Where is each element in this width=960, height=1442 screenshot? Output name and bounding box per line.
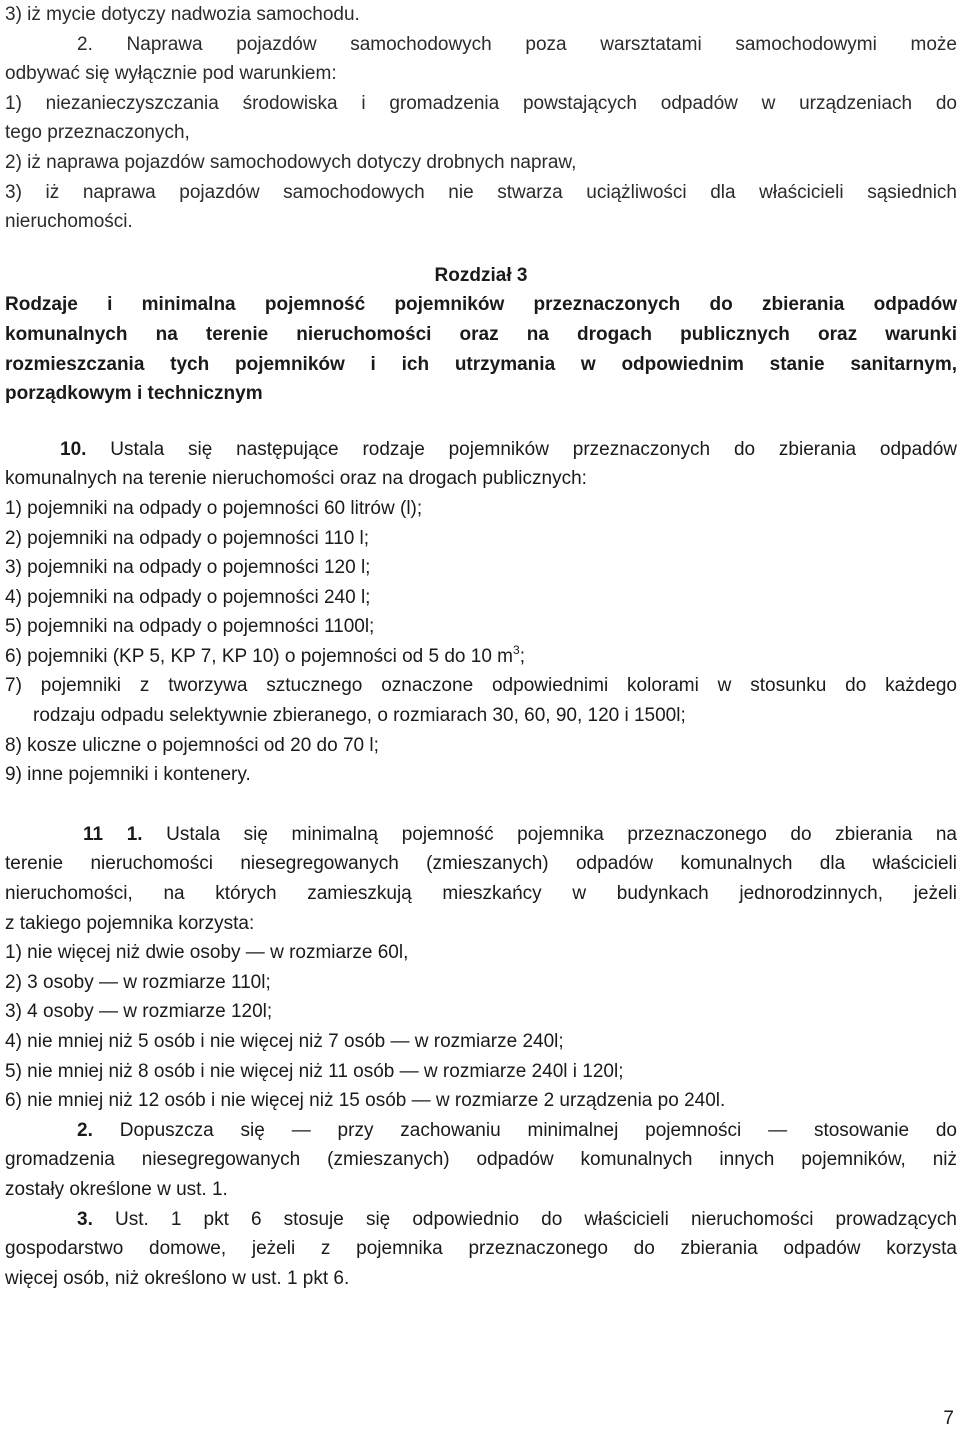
superscript: 3	[513, 642, 520, 657]
text-run: Naprawa pojazdów samochodowych poza warsztatami samochodowymi może	[126, 33, 957, 55]
section-number: 11 1.	[83, 823, 143, 845]
chapter-title: Rozdział 3	[434, 264, 528, 286]
text-line: nieruchomości.	[5, 211, 133, 233]
text-line: 1) niezanieczyszczania środowiska i gromadzenia powstających odpadów w urządzeniach do	[5, 92, 957, 114]
text-run: Ustala się następujące rodzaje pojemników przeznaczonych do zbierania odpadów	[110, 438, 958, 460]
list-item: 2) pojemniki na odpady o pojemności 110 l;	[5, 527, 370, 549]
text-line: tego przeznaczonych,	[5, 122, 190, 144]
list-item-continued: rodzaju odpadu selektywnie zbieranego, o rozmiarach 30, 60, 90, 120 i 1500l;	[33, 705, 686, 727]
list-item: 3) 4 osoby — w rozmiarze 120l;	[5, 1001, 273, 1023]
list-item: 1) nie więcej niż dwie osoby — w rozmiarze 60l,	[5, 942, 409, 964]
text-line: gromadzenia niesegregowanych (zmieszanych) odpadów komunalnych innych pojemników, niż	[5, 1149, 957, 1171]
section-number: 10.	[60, 438, 87, 460]
text-line: z takiego pojemnika korzysta:	[5, 912, 255, 934]
text-run: Dopuszcza się — przy zachowaniu minimalnej pojemności — stosowanie do	[119, 1119, 958, 1141]
text-line: więcej osób, niż określono w ust. 1 pkt 6.	[5, 1267, 350, 1289]
text-run: Ustala się minimalną pojemność pojemnika przeznaczonego do zbierania na	[166, 823, 958, 845]
text-line: 2) iż naprawa pojazdów samochodowych dotyczy drobnych napraw,	[5, 151, 577, 173]
text-run: 6) pojemniki (KP 5, KP 7, KP 10) o pojemności od 5 do 10 m	[5, 645, 514, 667]
list-item: 4) nie mniej niż 5 osób i nie więcej niż 7 osób — w rozmiarze 240l;	[5, 1031, 564, 1052]
paragraph-number: 2.	[77, 1119, 93, 1141]
page-number: 7	[943, 1408, 954, 1429]
list-item: 4) pojemniki na odpady o pojemności 240 l;	[5, 586, 371, 608]
text-line: 3) iż naprawa pojazdów samochodowych nie stwarza uciążliwości dla właścicieli sąsiednich	[5, 181, 957, 203]
chapter-heading-line: rozmieszczania tych pojemników i ich utrzymania w odpowiednim stanie sanitarnym,	[5, 353, 957, 375]
chapter-heading-line: Rodzaje i minimalna pojemność pojemników przeznaczonych do zbierania odpadów	[5, 294, 957, 316]
paragraph-line	[5, 30, 957, 60]
section-11-lead	[5, 820, 957, 850]
list-item: 3) pojemniki na odpady o pojemności 120 l;	[5, 557, 371, 579]
list-item: 1) pojemniki na odpady o pojemności 60 litrów (l);	[5, 497, 423, 519]
list-item: 5) pojemniki na odpady o pojemności 1100l;	[5, 616, 375, 638]
paragraph-number: 2.	[77, 33, 93, 55]
text-line: 3) iż mycie dotyczy nadwozia samochodu.	[5, 4, 360, 25]
list-item: 7) pojemniki z tworzywa sztucznego oznaczone odpowiednimi kolorami w stosunku do każdego	[5, 675, 957, 697]
list-item: 6) nie mniej niż 12 osób i nie więcej niż 15 osób — w rozmiarze 2 urządzenia po 240l.	[5, 1090, 726, 1112]
text-line: zostały określone w ust. 1.	[5, 1178, 228, 1200]
list-item: 5) nie mniej niż 8 osób i nie więcej niż 11 osób — w rozmiarze 240l i 120l;	[5, 1060, 624, 1082]
chapter-heading-line: porządkowym i technicznym	[5, 383, 263, 405]
list-item: 2) 3 osoby — w rozmiarze 110l;	[5, 971, 271, 993]
text-line: komunalnych na terenie nieruchomości oraz na drogach publicznych:	[5, 468, 587, 490]
text-run: Ust. 1 pkt 6 stosuje się odpowiednio do właścicieli nieruchomości prowadzących	[114, 1208, 957, 1230]
text-line: gospodarstwo domowe, jeżeli z pojemnika przeznaczonego do zbierania odpadów korzysta	[5, 1238, 957, 1260]
section-10-lead	[5, 435, 957, 465]
paragraph-number: 3.	[77, 1208, 93, 1230]
chapter-heading-line: komunalnych na terenie nieruchomości oraz na drogach publicznych oraz warunki	[5, 323, 957, 345]
text-line: terenie nieruchomości niesegregowanych (zmieszanych) odpadów komunalnych dla właścicieli	[5, 853, 957, 875]
paragraph-line	[5, 1205, 957, 1235]
text-line: nieruchomości, na których zamieszkują mieszkańcy w budynkach jednorodzinnych, jeżeli	[5, 883, 957, 905]
list-item: 9) inne pojemniki i kontenery.	[5, 764, 251, 786]
document-page	[5, 0, 957, 1293]
paragraph-line	[5, 1116, 957, 1146]
list-item	[5, 642, 957, 672]
text-line: odbywać się wyłącznie pod warunkiem:	[5, 63, 337, 85]
text-run: ;	[519, 645, 525, 667]
list-item: 8) kosze uliczne o pojemności od 20 do 70 l;	[5, 734, 379, 756]
